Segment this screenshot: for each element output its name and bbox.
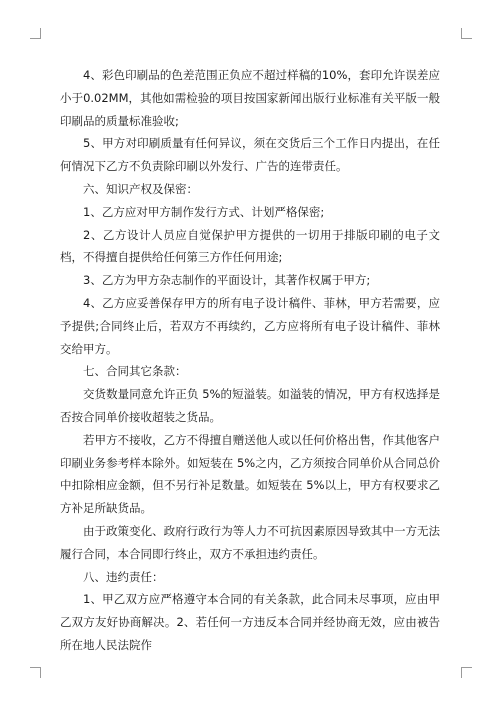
clause-dispute-resolution: 1、甲乙双方应严格遵守本合同的有关条款，此合同未尽事项，应由甲乙双方友好协商解决。2、若任何一方违反本合同并经协商无效，应由被告所在地人民法院作 bbox=[60, 592, 440, 652]
clause-color-tolerance: 4、彩色印刷品的色差范围正负应不超过样稿的10%，套印允许误差应小于0.02MM，其他如需检验的项目按国家新闻出版行业标准有关平版一般印刷品的质量标准验收; bbox=[60, 68, 440, 128]
corner-mark-top-right bbox=[461, 28, 472, 39]
clause-quality-objection: 5、甲方对印刷质量有任何异议，须在交货后三个工作日内提出，在任何情况下乙方不负责除印刷以外发行、广告的连带责任。 bbox=[60, 136, 440, 174]
clause-file-retention: 4、乙方应妥善保存甲方的所有电子设计稿件、菲林，甲方若需要，应予提供;合同终止后，若双方不再续约，乙方应将所有电子设计稿件、菲林交给甲方。 bbox=[60, 295, 440, 356]
clause-quantity-tolerance: 交货数量同意允许正负 5%的短溢装。如溢装的情况，甲方有权选择是否按合同单价接收超装之货品。 bbox=[60, 387, 440, 424]
clause-copyright: 3、乙方为甲方杂志制作的平面设计，其著作权属于甲方; bbox=[83, 273, 371, 288]
clause-confidentiality: 1、乙方应对甲方制作发行方式、计划严格保密; bbox=[83, 204, 325, 219]
clause-rejection-shortage: 若甲方不接收，乙方不得擅自赠送他人或以任何价格出售，作其他客户印刷业务参考样本除外。如短装在 5%之内，乙方须按合同单价从合同总价中扣除相应金额，但不另行补足数量。如短装在 5%以上，甲方有权要求乙方补足所缺货品。 bbox=[60, 432, 440, 516]
section-heading-other-terms: 七、合同其它条款： bbox=[83, 364, 187, 379]
corner-mark-bottom-left bbox=[30, 667, 41, 678]
document-body bbox=[60, 64, 440, 657]
corner-mark-bottom-right bbox=[461, 667, 472, 678]
section-heading-breach: 八、违约责任： bbox=[83, 569, 164, 584]
clause-force-majeure: 由于政策变化、政府行政行为等人力不可抗因素原因导致其中一方无法履行合同，本合同即行终止，双方不承担违约责任。 bbox=[60, 523, 440, 561]
section-heading-ip-confidentiality: 六、知识产权及保密： bbox=[83, 181, 198, 196]
clause-electronic-documents: 2、乙方设计人员应自觉保护甲方提供的一切用于排版印刷的电子文档，不得擅自提供给任何第三方作任何用途; bbox=[60, 227, 440, 265]
corner-mark-top-left bbox=[30, 28, 41, 39]
